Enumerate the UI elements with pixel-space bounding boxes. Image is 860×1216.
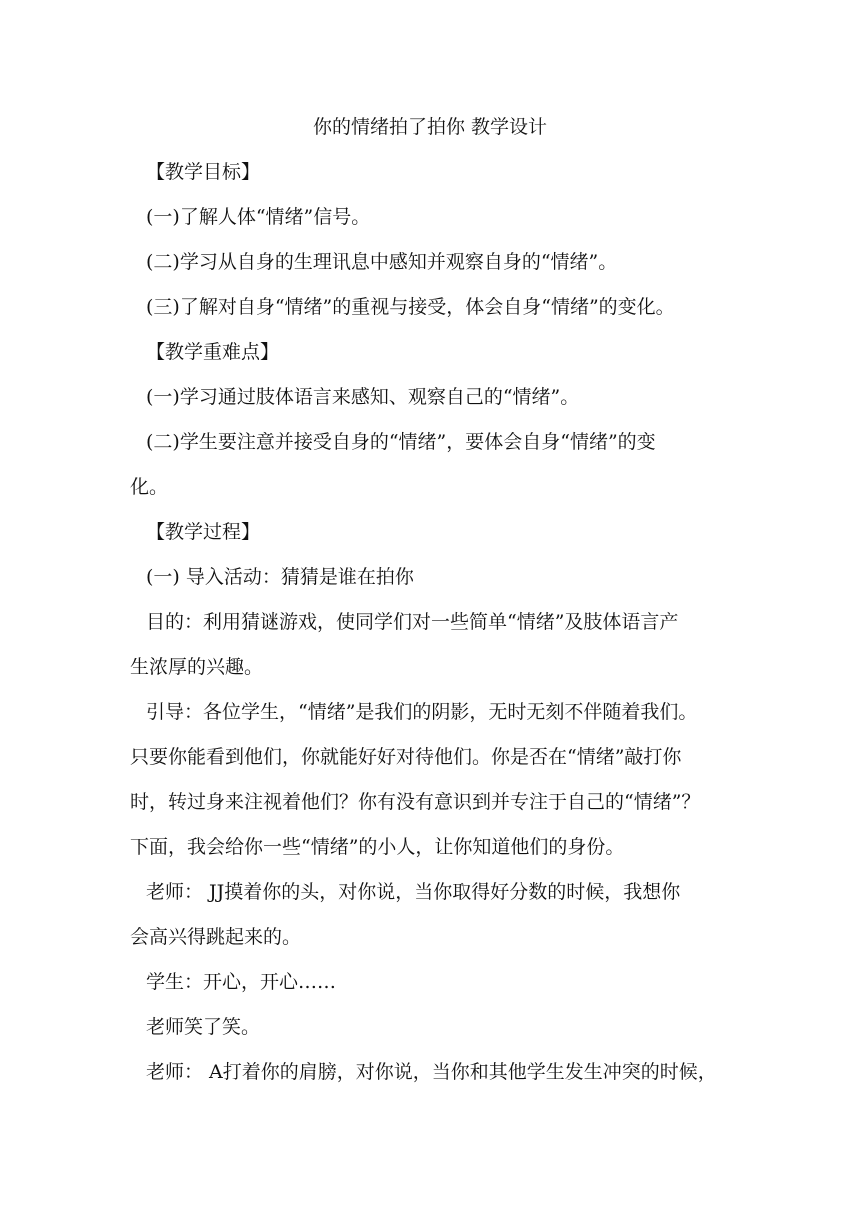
dialogue-teacher-1: 老师： JJ摸着你的头，对你说，当你取得好分数的时候，我想你: [146, 881, 681, 903]
activity-heading: (一) 导入活动：猜猜是谁在拍你: [146, 566, 414, 588]
dialogue-teacher-1-continued: 会高兴得跳起来的。: [130, 926, 302, 948]
key-point-item-1: (一)学习通过肢体语言来感知、观察自己的“情绪”。: [146, 386, 580, 408]
paragraph-guidance-line-2: 只要你能看到他们，你就能好好对待他们。你是否在“情绪”敲打你: [130, 746, 682, 768]
document-title: 你的情绪拍了拍你 教学设计: [312, 116, 548, 138]
section-heading-process: 【教学过程】: [146, 521, 261, 543]
narration-teacher-smiles: 老师笑了笑。: [146, 1016, 261, 1038]
objective-item-1: (一)了解人体“情绪”信号。: [146, 206, 371, 228]
paragraph-purpose: 目的：利用猜谜游戏，使同学们对一些简单“情绪”及肢体语言产: [146, 611, 679, 633]
objective-item-2: (二)学习从自身的生理讯息中感知并观察自身的“情绪”。: [146, 251, 618, 273]
section-heading-key-points: 【教学重难点】: [146, 341, 280, 363]
dialogue-student-1: 学生：开心，开心……: [146, 971, 337, 993]
paragraph-guidance: 引导：各位学生，“情绪”是我们的阴影，无时无刻不伴随着我们。: [146, 701, 698, 723]
paragraph-guidance-line-4: 下面，我会给你一些“情绪”的小人，让你知道他们的身份。: [130, 836, 625, 858]
paragraph-guidance-line-3: 时，转过身来注视着他们？你有没有意识到并专注于自己的“情绪”？: [130, 791, 701, 813]
objective-item-3: (三)了解对自身“情绪”的重视与接受，体会自身“情绪”的变化。: [146, 296, 675, 318]
paragraph-purpose-continued: 生浓厚的兴趣。: [130, 656, 264, 678]
key-point-item-2: (二)学生要注意并接受自身的“情绪”，要体会自身“情绪”的变: [146, 431, 656, 453]
section-heading-objectives: 【教学目标】: [146, 161, 261, 183]
key-point-item-2-continued: 化。: [130, 476, 169, 498]
dialogue-teacher-2: 老师： A打着你的肩膀，对你说，当你和其他学生发生冲突的时候，: [146, 1061, 717, 1083]
